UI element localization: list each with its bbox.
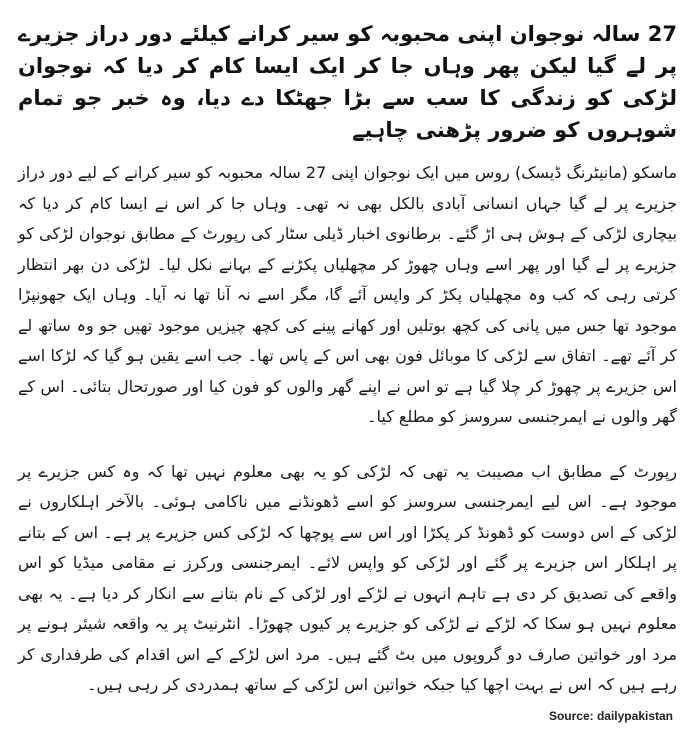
article-headline: 27 سالہ نوجوان اپنی محبوبہ کو سیر کرانے کیلئے دور دراز جزیرے پر لے گیا لیکن پھر وہاں جا کر ایک ایسا کام کر دیا کہ نوجوان لڑکی کو زندگی کا سب سے بڑا جھٹکا دے دیا، وہ خبر جو تمام شوہروں کو ضرور پڑھنی چاہیے — [18, 22, 677, 142]
source-credit: Source: dailypakistan — [548, 709, 673, 723]
article-paragraph-2: رپورٹ کے مطابق اب مصیبت یہ تھی کہ لڑکی کو یہ بھی معلوم نہیں تھا کہ وہ کس جزیرے پر موجود ہے۔ اس لیے ایمرجنسی سروسز کو اسے ڈھونڈنے میں ناکامی ہوئی۔ بالآخر اہلکاروں نے لڑکی کے اس دوست کو ڈھونڈ کر پکڑا اور اس سے پوچھا کہ لڑکی کس جزیرے پر ہے۔ اس کے بتانے پر اہلکار اس جزیرے پر گئے اور لڑکی کو واپس لائے۔ ایمرجنسی ورکرز نے مقامی میڈیا کو اس واقعے کی تصدیق کر دی ہے تاہم انہوں نے لڑکے اور لڑکی کے نام بتانے سے انکار کر دیا ہے۔ یہ بھی معلوم نہیں ہو سکا کہ لڑکے نے لڑکی کو جزیرے پر کیوں چھوڑا۔ انٹرنیٹ پر یہ واقعہ شیئر ہونے پر مرد اور خواتین صارف دو گروپوں میں بٹ گئے ہیں۔ مرد اس لڑکے کے اس اقدام کی طرفداری کر رہے ہیں کہ اس نے بہت اچھا کیا جبکہ خواتین اس لڑکی کے ساتھ ہمدردی کر رہی ہیں۔ — [18, 461, 677, 694]
article-paragraph-1: ماسکو (مانیٹرنگ ڈیسک) روس میں ایک نوجوان اپنی 27 سالہ محبوبہ کو سیر کرانے کے لیے دور دراز جزیرے پر لے گیا جہاں انسانی آبادی بالکل بھی نہ تھی۔ وہاں جا کر اس نے ایسا کام کر دیا کہ بیچاری لڑکی کے ہوش ہی اڑ گئے۔ برطانوی اخبار ڈیلی سٹار کی رپورٹ کے مطابق نوجوان لڑکی کو جزیرے پر لے گیا اور پھر اسے وہاں چھوڑ کر مچھلیاں پکڑنے کے بہانے نکل لیا۔ لڑکی دن بھر انتظار کرتی رہی کہ کب وہ مچھلیاں پکڑ کر واپس آئے گا، مگر اسے نہ آنا تھا نہ آیا۔ وہاں ایک جھونپڑا موجود تھا جس میں پانی کی کچھ بوتلیں اور کھانے پینے کی کچھ چیزیں موجود تھیں جو وہ ساتھ لے کر آئے تھے۔ اتفاق سے لڑکی کا موبائل فون بھی اس کے پاس تھا۔ جب اسے یقین ہو گیا کہ لڑکا اسے اس جزیرے پر چھوڑ کر چلا گیا ہے تو اس نے اپنے گھر والوں کو فون کیا اور صورتحال بتائی۔ اس کے گھر والوں نے ایمرجنسی سروسز کو مطلع کیا۔ — [18, 163, 678, 426]
